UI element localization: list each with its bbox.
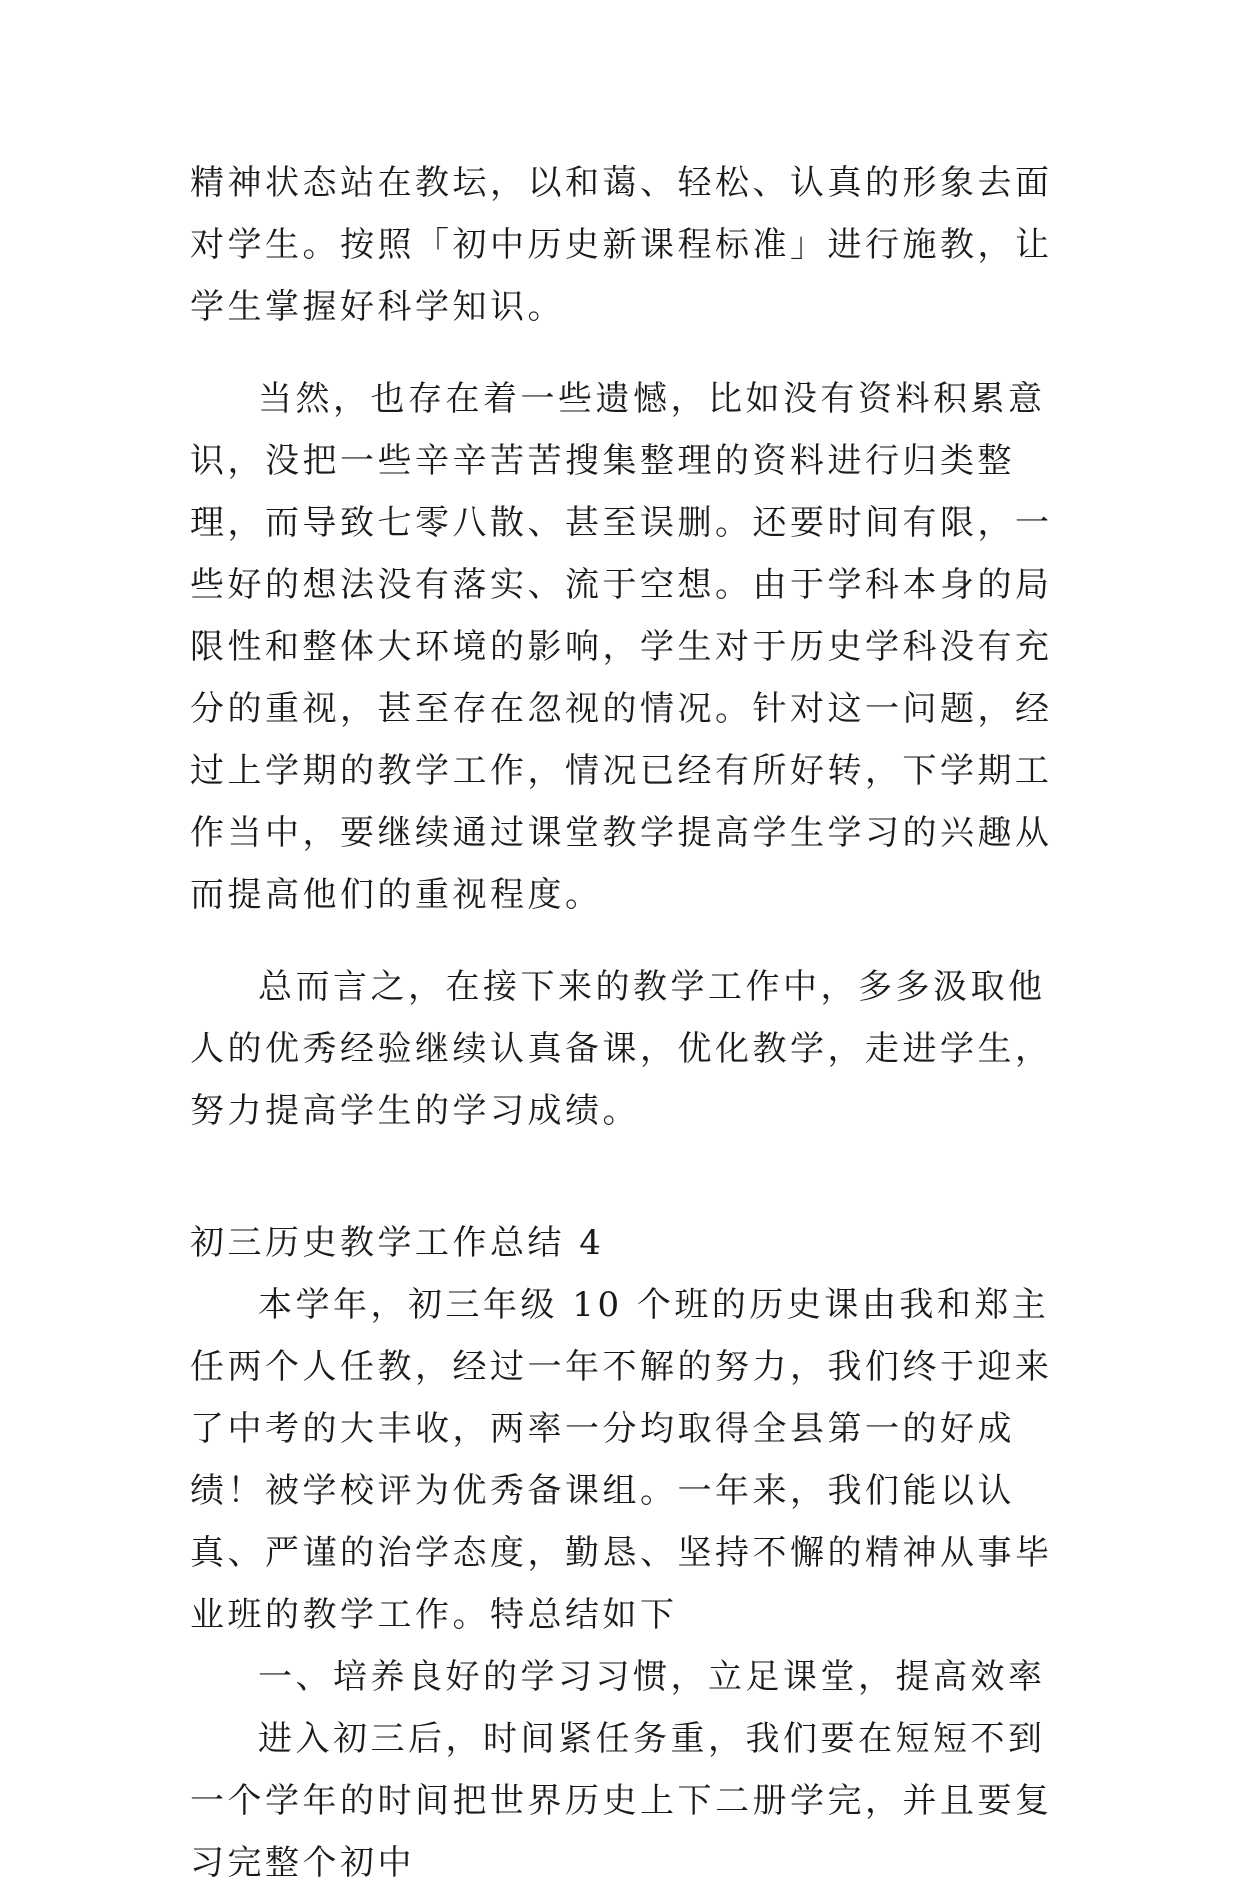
paragraph-summary-intro: 本学年，初三年级 10 个班的历史课由我和郑主任两个人任教，经过一年不解的努力，我们终于迎来了中考的大丰收，两率一分均取得全县第一的好成绩！被学校评为优秀备课组。一年来，我们能以认真、严谨的治学态度，勤恳、坚持不懈的精神从事毕业班的教学工作。特总结如下 [190, 1285, 1053, 1635]
section-title: 初三历史教学工作总结 4 [190, 1223, 605, 1263]
document-body [190, 152, 1060, 1894]
paragraph-body: 进入初三后，时间紧任务重，我们要在短短不到一个学年的时间把世界历史上下二册学完，并且要复习完整个初中 [190, 1719, 1053, 1883]
paragraph-subheading: 一、培养良好的学习习惯，立足课堂，提高效率 [258, 1657, 1046, 1697]
paragraph-conclusion: 总而言之，在接下来的教学工作中，多多汲取他人的优秀经验继续认真备课，优化教学，走进学生，努力提高学生的学习成绩。 [190, 967, 1053, 1131]
paragraph-regrets: 当然，也存在着一些遗憾，比如没有资料积累意识，没把一些辛辛苦苦搜集整理的资料进行归类整理，而导致七零八散、甚至误删。还要时间有限，一些好的想法没有落实、流于空想。由于学科本身的局限性和整体大环境的影响，学生对于历史学科没有充分的重视，甚至存在忽视的情况。针对这一问题，经过上学期的教学工作，情况已经有所好转，下学期工作当中，要继续通过课堂教学提高学生学习的兴趣从而提高他们的重视程度。 [190, 379, 1053, 915]
paragraph-intro: 精神状态站在教坛，以和蔼、轻松、认真的形象去面对学生。按照「初中历史新课程标准」进行施教，让学生掌握好科学知识。 [190, 163, 1053, 327]
